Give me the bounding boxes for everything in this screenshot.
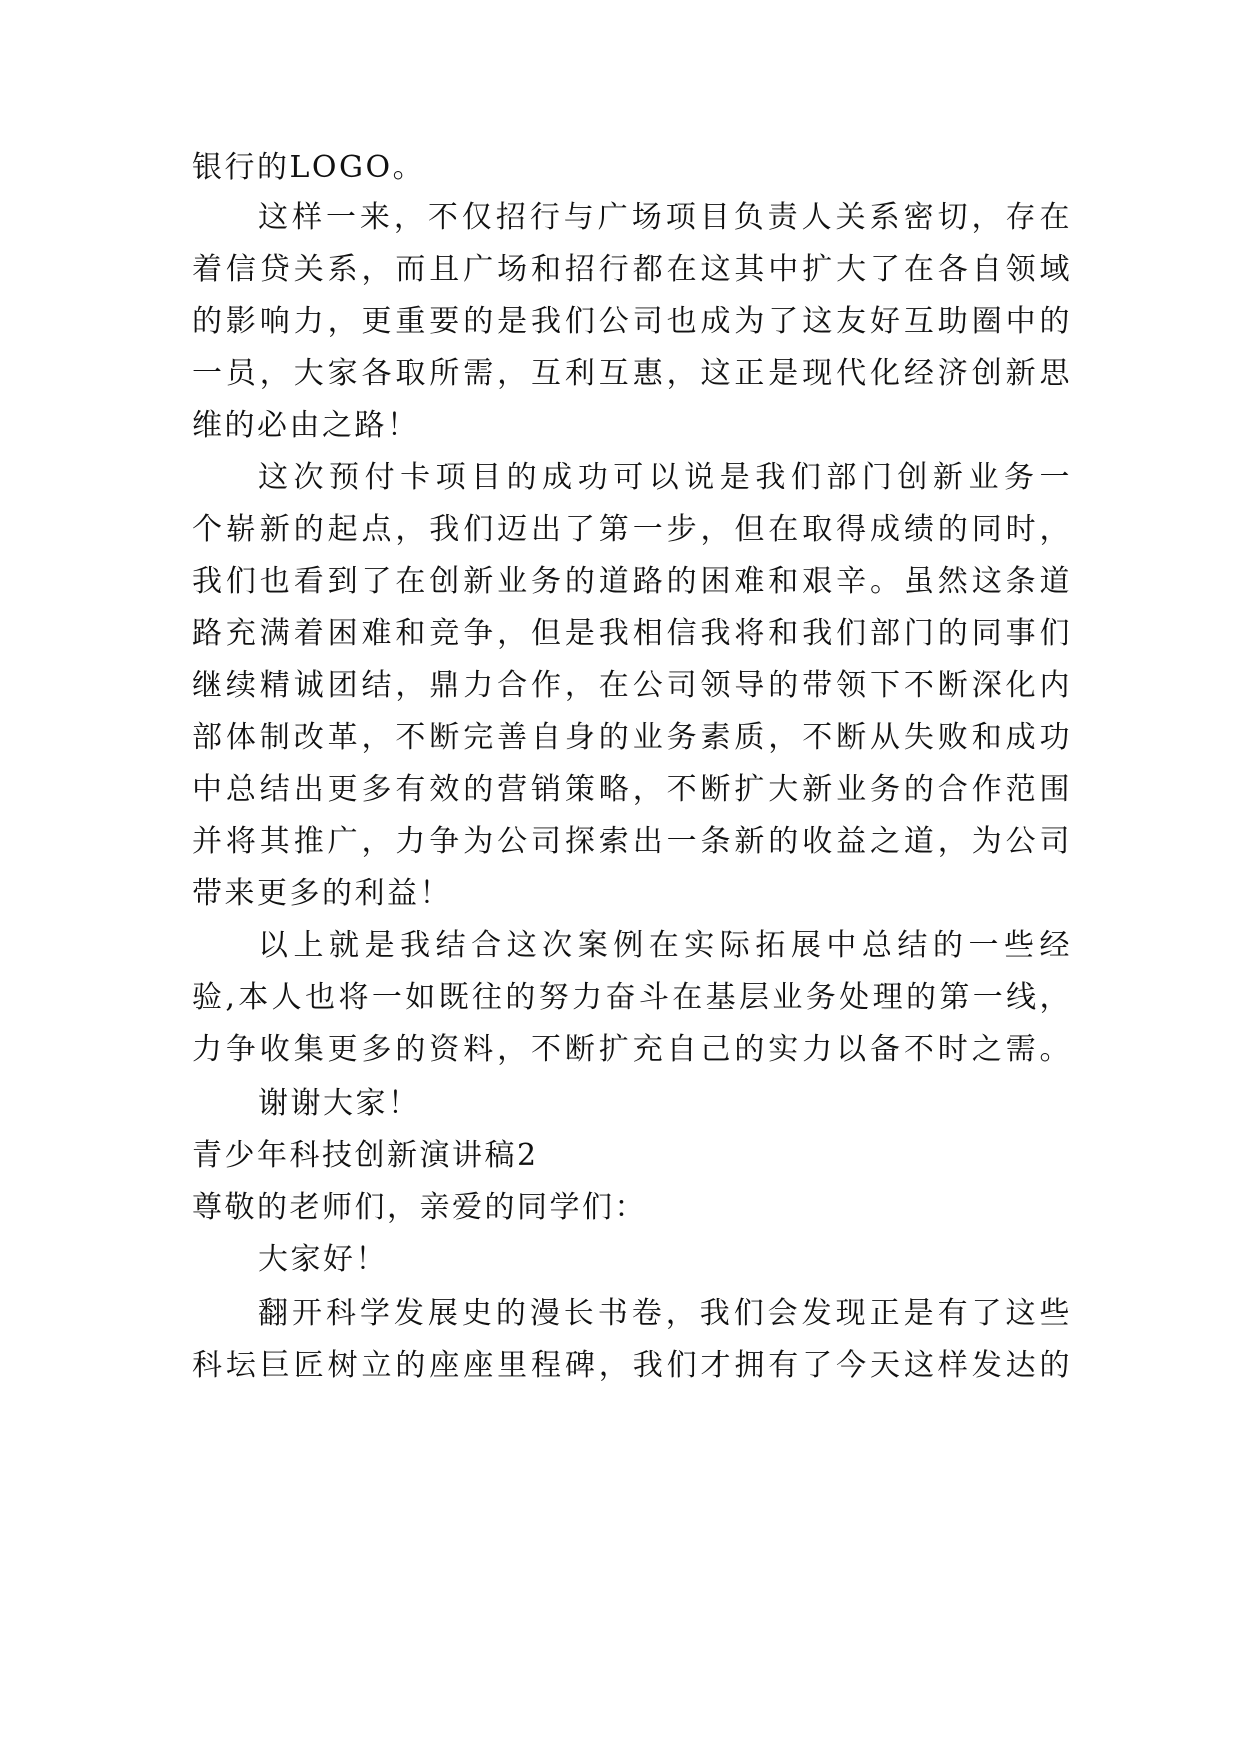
paragraph-line: 科坛巨匠树立的座座里程碑，我们才拥有了今天这样发达的 (192, 1348, 1072, 1383)
paragraph-line: 一员，大家各取所需，互利互惠，这正是现代化经济创新思 (192, 356, 1072, 391)
paragraph-line: 继续精诚团结，鼎力合作，在公司领导的带领下不断深化内 (192, 668, 1072, 703)
paragraph-line: 并将其推广，力争为公司探索出一条新的收益之道，为公司 (192, 824, 1072, 859)
paragraph-line: 验,本人也将一如既往的努力奋斗在基层业务处理的第一线， (192, 980, 1072, 1015)
paragraph-line: 这次预付卡项目的成功可以说是我们部门创新业务一 (258, 460, 1072, 495)
paragraph-line: 以上就是我结合这次案例在实际拓展中总结的一些经 (258, 928, 1072, 963)
paragraph-line: 的影响力，更重要的是我们公司也成为了这友好互助圈中的 (192, 304, 1072, 339)
paragraph-line: 部体制改革，不断完善自身的业务素质，不断从失败和成功 (192, 720, 1072, 755)
paragraph-line: 力争收集更多的资料，不断扩充自己的实力以备不时之需。 (192, 1032, 1072, 1067)
paragraph-line: 路充满着困难和竞争，但是我相信我将和我们部门的同事们 (192, 616, 1072, 651)
paragraph-line: 维的必由之路！ (192, 408, 420, 443)
paragraph-line: 个崭新的起点，我们迈出了第一步，但在取得成绩的同时， (192, 512, 1072, 547)
section-title: 青少年科技创新演讲稿2 (192, 1138, 539, 1173)
paragraph-line: 中总结出更多有效的营销策略，不断扩大新业务的合作范围 (192, 772, 1072, 807)
paragraph-line: 我们也看到了在创新业务的道路的困难和艰辛。虽然这条道 (192, 564, 1072, 599)
paragraph-line: 翻开科学发展史的漫长书卷，我们会发现正是有了这些 (258, 1296, 1072, 1331)
greeting: 大家好！ (258, 1242, 388, 1277)
salutation: 尊敬的老师们，亲爱的同学们： (192, 1190, 647, 1225)
paragraph-line: 这样一来，不仅招行与广场项目负责人关系密切，存在 (258, 200, 1072, 235)
paragraph-line: 带来更多的利益！ (192, 876, 452, 911)
text-line: 银行的LOGO。 (192, 150, 426, 185)
paragraph-line: 着信贷关系，而且广场和招行都在这其中扩大了在各自领域 (192, 252, 1072, 287)
closing-thanks: 谢谢大家！ (258, 1086, 421, 1121)
